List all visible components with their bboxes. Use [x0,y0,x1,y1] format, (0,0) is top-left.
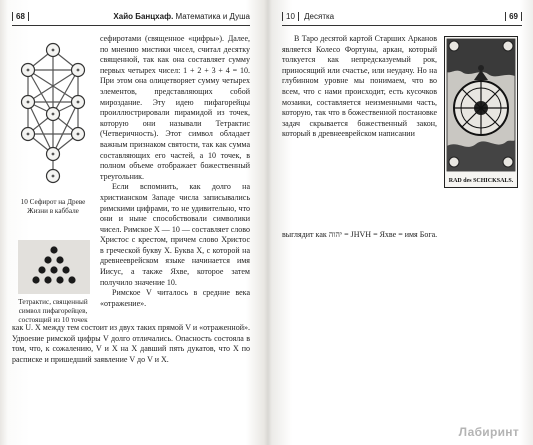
right-text-column [282,34,437,140]
tetractys-dot [32,276,39,283]
wheel-icon [454,81,508,135]
right-page-number: 69 [505,12,522,21]
right-page-header [282,10,522,26]
tetractys-figure [18,240,90,294]
tetractys-dot [50,246,57,253]
left-full-width-text [12,323,250,365]
paragraph: Римское V читалось в средние века «отражение». [100,288,250,308]
tetractys-dot [50,266,57,273]
header-rule [282,25,522,26]
header-rule [12,25,250,26]
paragraph: выглядит как יהוה = JHVH = Яхве = имя Бога. [282,230,438,239]
paragraph: сефиротами (священное «цифры»). Далее, по мнению мистики чисел, считал десятку священной, так как она составляет сумму первых четырех чисел: 1 + 2 + 3 + 4 = 10. При этом она олицетворяет сумму четырех элементов, представляющих собой мироздание. Эту идею пифагорейцы проиллюстрировали пирамидой из точек, которую они называли Тетрактис (Четверичность). Этот символ обладает важным признаком святости, так как сумма составляющих его частей, а 10 точек, в полном объеме отображает божественный треугольник. [100,34,250,181]
paragraph: В Таро десятой картой Старших Арканов является Колесо Фортуны, аркан, который толкуется как непредсказуемый рок, приносящий или счастье, или неудачу. Но на глубинном уровне мы понимаем, что во всем, что с нами происходит, есть кусочков мозаики, составляется неизменными часть, которую, так что в божественной постановке задач скрывается божественный закон, который в древнееврейском написании [282,34,437,139]
paragraph: как U. X между тем состоит из двух таких прямой V и «отраженной». Удвоение римской цифры V долго отличались. Опасность состояла в том, что, к сожалению, V и X на X давший пять дукатов, что X по расписке и пришедший заявление V до V и X. [12,323,250,364]
publisher-watermark: Лабиринт [458,425,519,439]
tetractys-dot [68,276,75,283]
tetractys-dot [44,276,51,283]
author-name: Хайо Банцхаф. [113,12,174,21]
tetractys-dot [44,256,51,263]
right-page [268,0,533,445]
right-text-bottom [282,230,522,241]
left-page [0,0,266,445]
right-running-head [282,12,334,21]
tetractys-caption: Тетрактис, священный символ пифагорейцев, состоящий из 10 точек [18,298,88,324]
tetractys-dot [56,256,63,263]
tetractys-dot [62,266,69,273]
tetractys-dot [56,276,63,283]
left-running-head [113,12,250,21]
book-title: Математика и Душа [175,12,250,21]
wheel-of-fortune-card [444,36,518,188]
left-page-header [12,10,250,26]
chapter-title: Десятка [304,12,335,21]
left-page-number: 68 [12,12,29,21]
paragraph: Если вспомнить, как долго на христианском Западе числа записывались римскими цифрами, то не удивительно, что они и ныне способствовали символики чисел. Римское X — 10 — составляет слово Христос с крестом, причем слово Христос в греческой букву X. Буква X, с которой на древнееврейском языке начинается имя Иисус, а также Яхве, которое затем получило значение 10. [100,182,250,287]
tree-of-life-figure [14,38,92,188]
tetractys-dot [38,266,45,273]
tetractys-dots [18,240,90,294]
left-main-text [100,34,250,309]
chapter-number: 10 [282,12,299,21]
tree-caption: 10 Сефирот на Древе Жизни в каббале [20,198,86,215]
tarot-card-label: RAD des SCHICKSALS. [448,178,514,184]
